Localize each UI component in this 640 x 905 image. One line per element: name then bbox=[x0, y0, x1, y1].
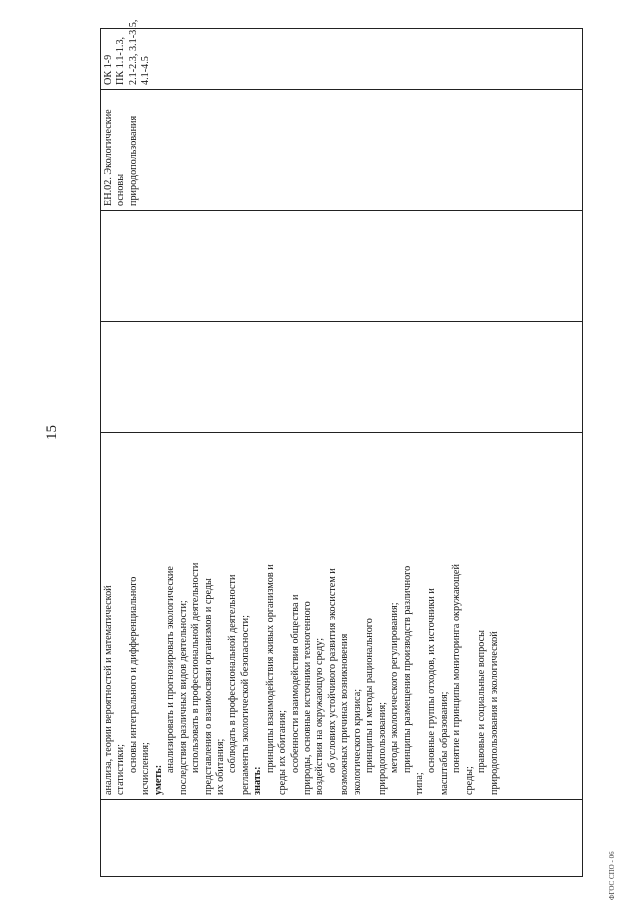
content-line: последствия различных видов деятельности; bbox=[177, 600, 189, 795]
content-line: анализа, теории вероятностей и математической bbox=[103, 585, 114, 795]
content-line: уметь: bbox=[152, 764, 164, 795]
discipline-line: ЕН.02. Экологические bbox=[103, 109, 114, 206]
competency-line: 4.1-4.5 bbox=[140, 56, 152, 85]
content-line: представления о взаимосвязи организмов и среды bbox=[202, 578, 214, 795]
content-line: статистики; bbox=[115, 744, 127, 795]
content-line: особенности взаимодействия общества и bbox=[289, 594, 301, 773]
page-number: 15 bbox=[44, 425, 60, 440]
content-lines bbox=[103, 437, 501, 795]
rotated-table-sheet bbox=[100, 19, 583, 877]
hours-aud-cell bbox=[101, 211, 583, 322]
table-row bbox=[101, 29, 583, 877]
content-line: соблюдать в профессиональной деятельности bbox=[227, 574, 239, 773]
content-line: анализировать и прогнозировать экологические bbox=[165, 566, 177, 773]
discipline-line: природопользования bbox=[127, 115, 139, 206]
discipline-line: основы bbox=[115, 173, 127, 206]
content-line: основы интегрального и дифференциального bbox=[127, 576, 139, 773]
competency-line: 2.1-2.3, 3.1-3.5, bbox=[127, 19, 139, 85]
competency-cell bbox=[101, 19, 583, 90]
content-line: принципы и методы рационального bbox=[364, 618, 376, 773]
competency-line: ПК 1.1-1.3, bbox=[115, 36, 127, 85]
content-line: природопользования и экологической bbox=[488, 631, 500, 795]
competency-lines bbox=[103, 19, 153, 85]
content-line: основные группы отходов, их источники и bbox=[426, 588, 438, 773]
discipline-lines bbox=[103, 94, 140, 206]
content-line: воздействия на окружающую среду; bbox=[314, 637, 326, 795]
content-line: природы, основные источники техногенного bbox=[302, 601, 313, 795]
content-line: принципы взаимодействия живых организмов и bbox=[264, 564, 276, 773]
discipline-cell bbox=[101, 90, 583, 211]
content-line: масштабы образования; bbox=[438, 691, 450, 795]
content-line: методы экологического регулирования; bbox=[389, 602, 401, 773]
content-line: среды; bbox=[463, 766, 475, 795]
content-line: принципы размещения производств различного bbox=[401, 565, 413, 773]
content-line: регламенты экологической безопасности; bbox=[239, 615, 251, 795]
content-line: знать: bbox=[252, 766, 264, 795]
content-line: типа; bbox=[413, 772, 425, 795]
content-line: природопользования; bbox=[376, 702, 388, 795]
content-line: их обитания; bbox=[214, 738, 226, 795]
content-line: об условиях устойчивого развития экосистем и bbox=[326, 568, 338, 773]
content-cell bbox=[101, 433, 583, 800]
content-line: использовать в профессиональной деятельности bbox=[190, 562, 202, 773]
content-line: среды их обитания; bbox=[277, 710, 289, 795]
footer-code: ФГОС СПО - 06 bbox=[608, 851, 616, 900]
content-line: исчисления; bbox=[140, 742, 152, 795]
competency-line: ОК 1-9 bbox=[103, 54, 114, 85]
hours-max-cell bbox=[101, 322, 583, 433]
content-line: правовые и социальные вопросы bbox=[476, 630, 488, 773]
content-line: экологического кризиса; bbox=[351, 688, 363, 795]
content-line: понятие и принципы мониторинга окружающей bbox=[451, 564, 463, 773]
curriculum-table bbox=[100, 19, 583, 877]
index-cell bbox=[101, 800, 583, 877]
content-line: возможных причинах возникновения bbox=[339, 633, 351, 795]
